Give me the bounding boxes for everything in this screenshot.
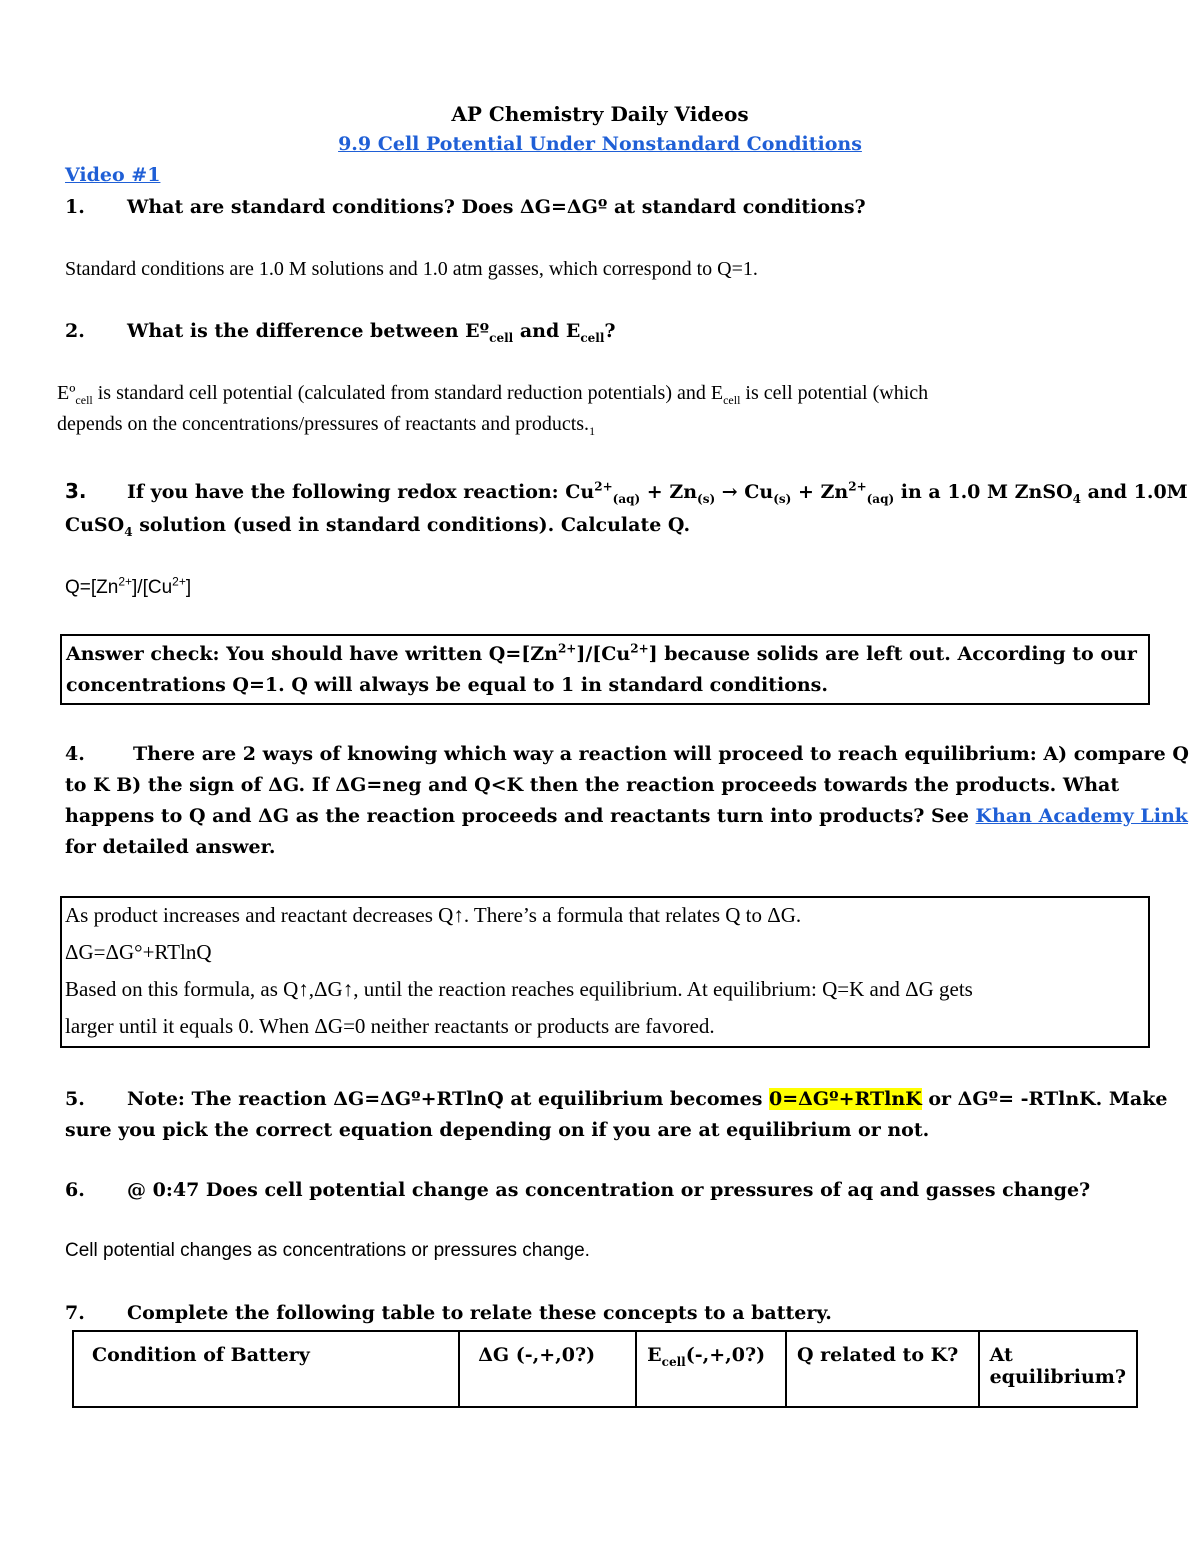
question-4-line-3 [65,805,1188,827]
note-text: Note: The reaction ΔG=ΔGº+RTlnQ at equilibrium becomes [127,1088,770,1110]
answer-1: Standard conditions are 1.0 M solutions and 1.0 atm gasses, which correspond to Q=1. [65,258,758,280]
lesson-link[interactable] [0,133,1200,155]
answer-text: is standard cell potential (calculated from standard reduction potentials) and E [92,382,724,404]
question-text: What are standard conditions? Does ΔG=ΔGº at standard conditions? [127,196,866,218]
explanation-line-4: larger until it equals 0. When ΔG=0 neither reactants or products are favored. [65,1014,715,1038]
explanation-line-3: Based on this formula, as Q↑,ΔG↑, until the reaction reaches equilibrium. At equilibrium: Q=K and ΔG gets [65,977,973,1001]
superscript: 2+ [557,641,577,656]
video-link[interactable] [65,164,160,186]
header-text: (-,+,0?) [685,1344,766,1366]
header-ecell [636,1331,786,1407]
header-q-vs-k: Q related to K? [786,1331,979,1407]
superscript: 2+ [848,479,867,494]
answer-check-line-2: concentrations Q=1. Q will always be equal to 1 in standard conditions. [66,674,828,696]
question-text: → Cu [715,481,774,503]
question-number: 2. [65,320,85,342]
table-header-row [73,1331,1137,1407]
question-number: 4. [65,743,85,765]
question-text: There are 2 ways of knowing which way a reaction will proceed to reach equilibrium: A) compare Q [133,743,1189,765]
header-equilibrium [979,1331,1137,1407]
answer-check-text: Answer check: You should have written Q=[Zn [66,643,558,665]
question-2 [65,320,616,345]
subscript: cell [661,1354,686,1369]
question-4-line-4: for detailed answer. [65,836,276,858]
answer-3 [65,574,192,599]
question-number: 5. [65,1088,85,1110]
question-number: 3. [65,479,87,503]
highlighted-equation: 0=ΔGº+RTlnK [769,1088,922,1110]
note-text: or ΔGº= -RTlnK. Make [921,1088,1168,1110]
document-title: AP Chemistry Daily Videos [451,102,749,126]
question-text: If you have the following redox reaction: Cu [127,481,595,503]
subscript: cell [489,330,514,345]
question-text: Complete the following table to relate these concepts to a battery. [127,1302,832,1324]
header-text: At [989,1344,1013,1366]
question-text: CuSO [65,514,125,536]
question-text: and 1.0M [1080,481,1188,503]
question-4-line-2: to K B) the sign of ΔG. If ΔG=neg and Q<K then the reaction proceeds towards the products. What [65,774,1120,796]
question-text: ? [604,320,616,342]
subscript: (s) [773,491,792,506]
subscript: (aq) [612,491,641,506]
question-text: @ 0:47 Does cell potential change as concentration or pressures of aq and gasses change? [127,1179,1091,1201]
answer-2-line-2 [57,413,595,436]
question-number: 1. [65,196,85,218]
superscript: 2+ [172,574,186,589]
battery-table [72,1330,1138,1408]
question-3-line-2 [65,514,691,539]
answer-text: ]/[Cu [132,577,173,598]
answer-text: is cell potential (which [740,382,929,404]
superscript: 2+ [630,641,649,656]
question-text: What is the difference between Eº [127,320,490,342]
question-3-line-1 [65,479,1188,506]
explanation-line-1: As product increases and reactant decreases Q↑. There’s a formula that relates Q to ΔG. [65,903,802,927]
question-number: 6. [65,1179,85,1201]
subscript: cell [723,393,741,407]
note-5-line-2: sure you pick the correct equation depending on if you are at equilibrium or not. [65,1119,930,1141]
answer-text: Q=[Zn [65,577,119,598]
explanation-line-2: ΔG=ΔG°+RTlnQ [65,940,212,964]
answer-text: Eº [57,382,76,404]
answer-6: Cell potential changes as concentrations or pressures change. [65,1240,590,1261]
question-6 [65,1179,1090,1201]
header-delta-g: ΔG (-,+,0?) [459,1331,636,1407]
question-number: 7. [65,1302,85,1324]
answer-check-line-1 [66,643,1137,665]
subscript: 4 [1072,491,1081,506]
question-1 [65,196,866,218]
question-4-line-1 [65,743,1189,765]
question-text: + Zn [640,481,698,503]
question-7 [65,1302,832,1324]
lesson-link-text[interactable]: 9.9 Cell Potential Under Nonstandard Conditions [338,133,862,155]
subscript: (aq) [866,491,895,506]
video-link-text[interactable]: Video #1 [65,164,161,186]
note-5-line-1 [65,1088,1168,1110]
answer-check-text: ]/[Cu [576,643,631,665]
footnote-marker: 1 [589,424,596,438]
superscript: 2+ [594,479,613,494]
answer-check-text: ] because solids are left out. According to our [648,643,1137,665]
subscript: (s) [697,491,716,506]
header-condition: Condition of Battery [73,1331,459,1407]
question-text: and E [513,320,581,342]
subscript: 4 [124,524,133,539]
question-text: + Zn [791,481,849,503]
superscript: 2+ [118,574,133,589]
subscript: cell [580,330,605,345]
subscript: cell [75,393,93,407]
khan-academy-link[interactable]: Khan Academy Link [975,805,1188,827]
question-text: solution (used in standard conditions). Calculate Q. [132,514,691,536]
answer-2-line-1 [57,382,928,405]
answer-text: depends on the concentrations/pressures of reactants and products. [57,413,590,435]
question-text: happens to Q and ΔG as the reaction proceeds and reactants turn into products? See [65,805,976,827]
question-text: in a 1.0 M ZnSO [894,481,1073,503]
header-text: E [647,1344,662,1366]
answer-text: ] [185,577,192,598]
header-text: equilibrium? [989,1366,1126,1388]
